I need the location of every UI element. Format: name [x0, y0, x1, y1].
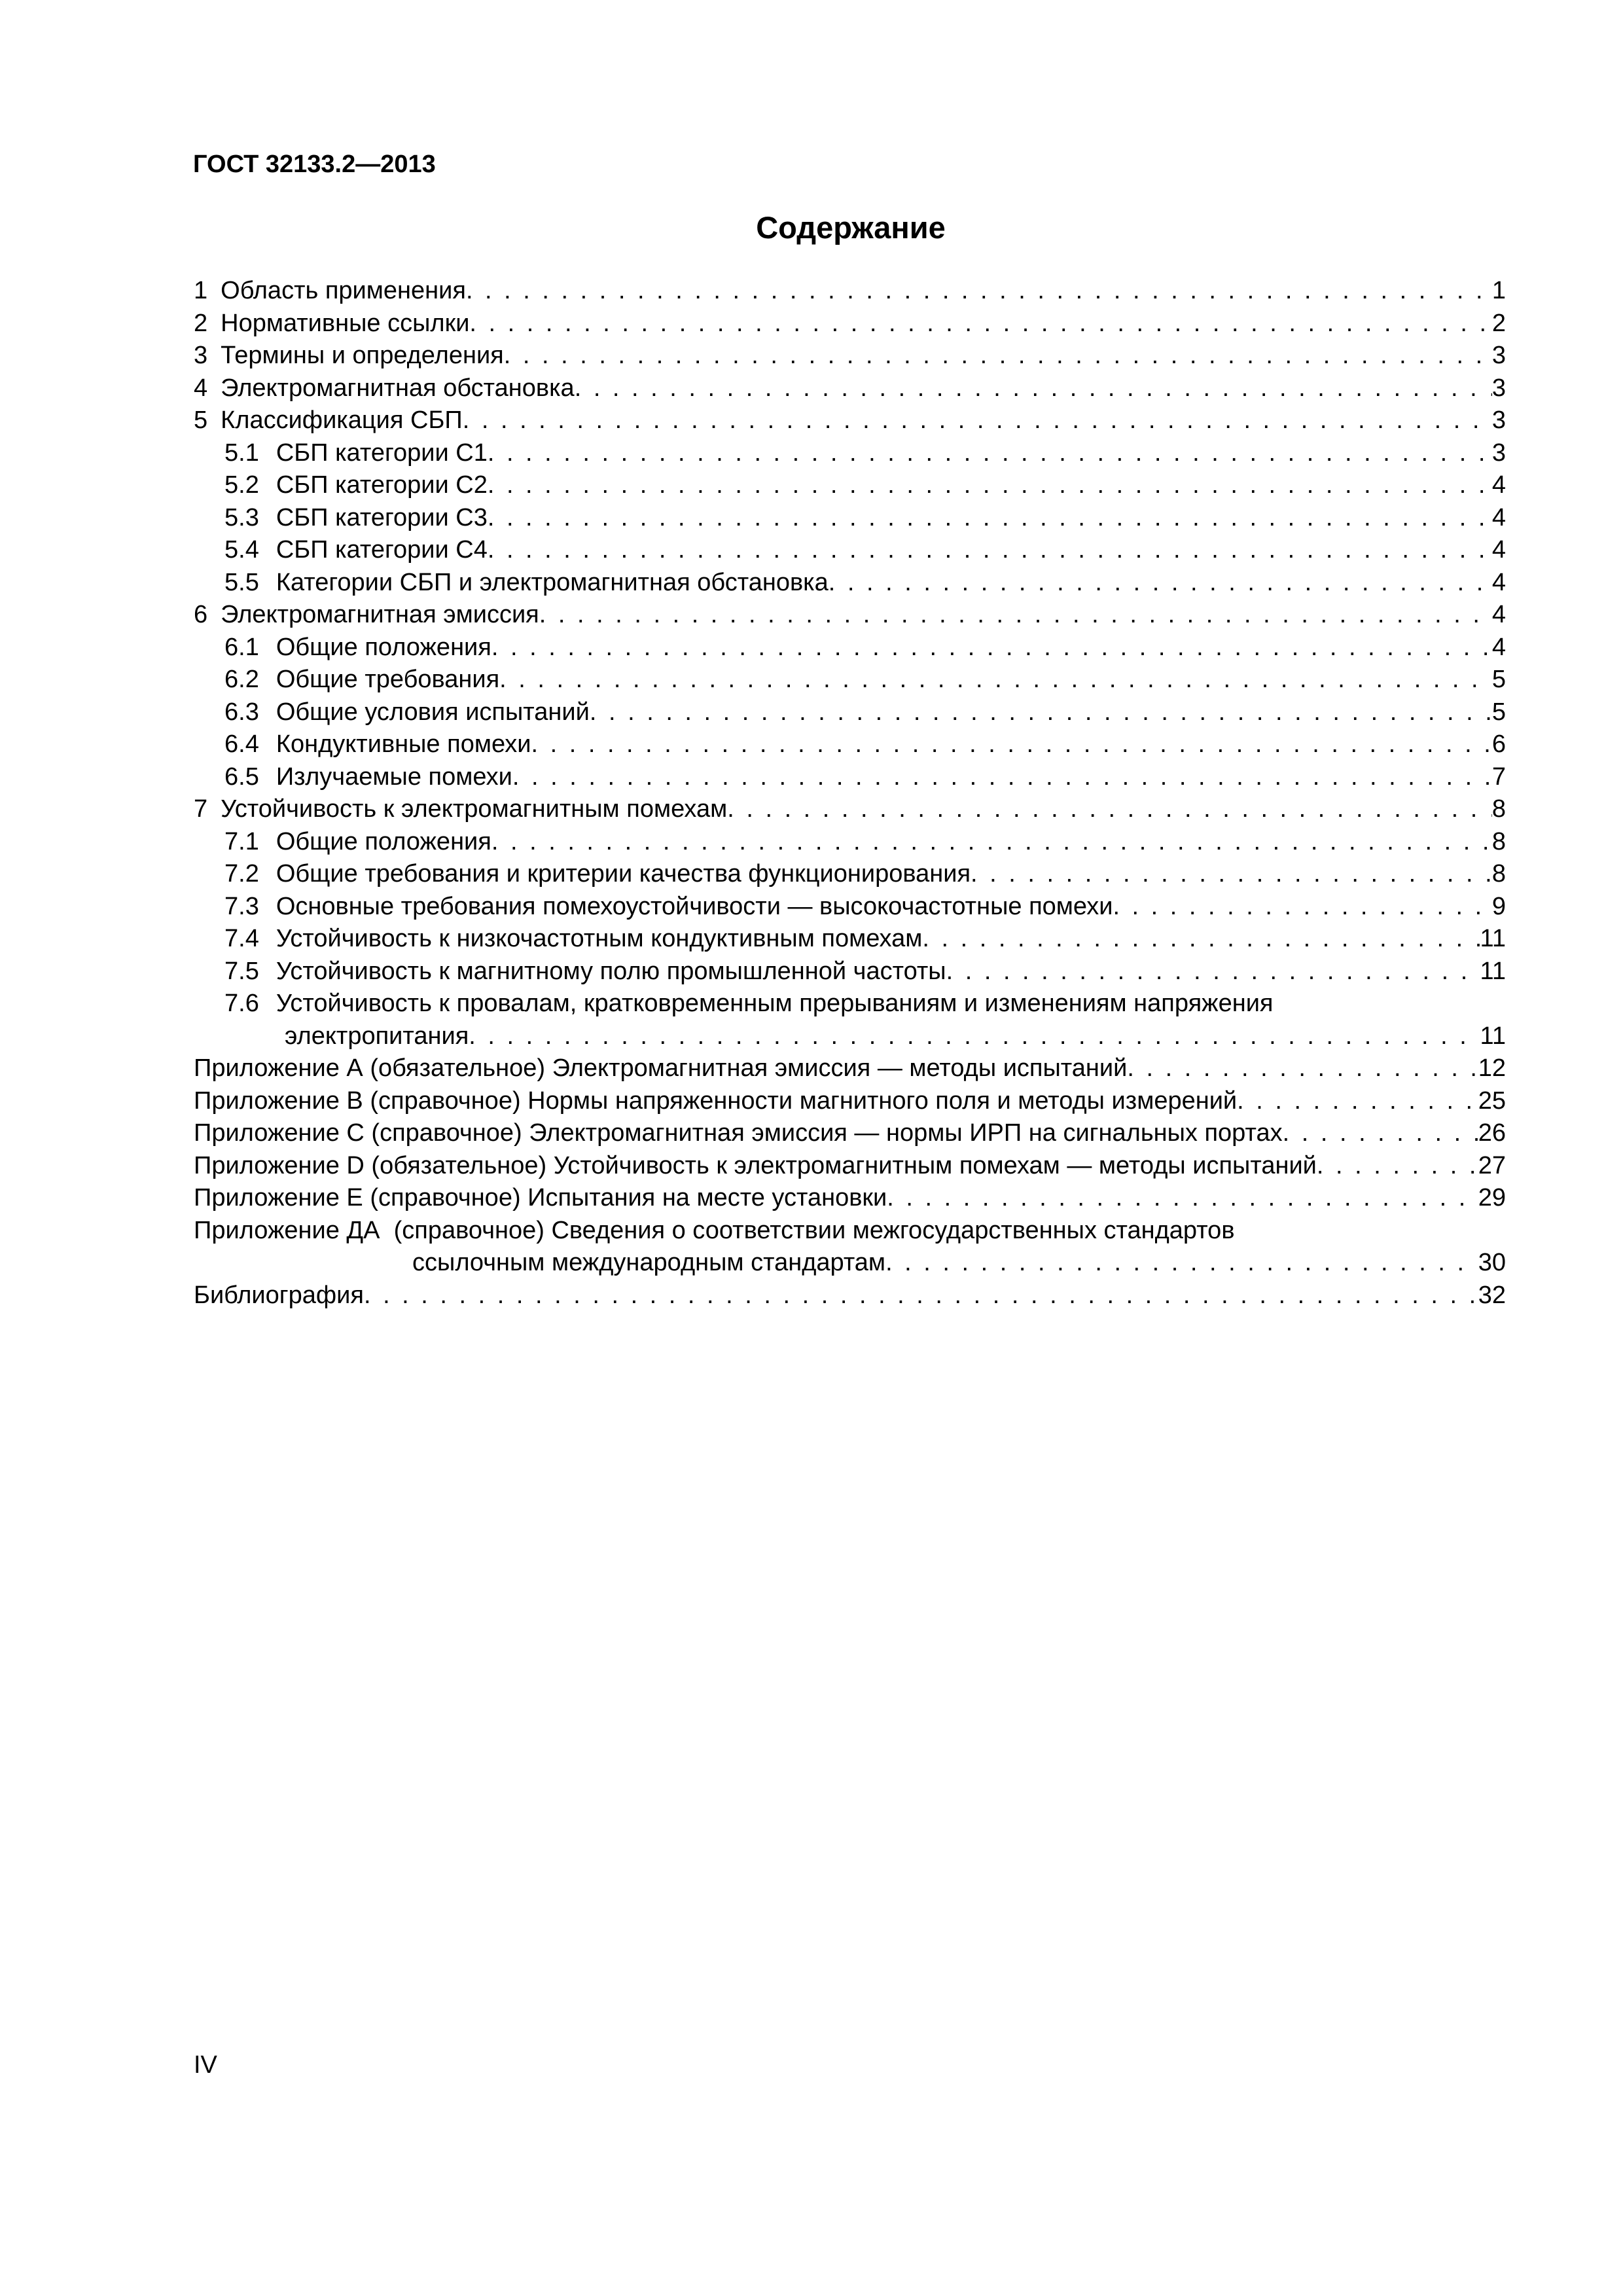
toc-entry-number: 7.3 — [224, 892, 259, 920]
toc-entry-5-3[interactable] — [194, 502, 1506, 535]
toc-entry-page: 4 — [1491, 601, 1506, 628]
toc-entry-label: Приложение ДА (справочное) Сведения о соответствии межгосударственных стандартов — [194, 1216, 1235, 1244]
toc-entry-2[interactable] — [194, 308, 1506, 340]
toc-entry-label: Устойчивость к электромагнитным помехам — [221, 795, 728, 823]
toc-entry-label: Излучаемые помехи — [276, 762, 512, 791]
dot-leader — [1317, 1150, 1478, 1183]
toc-entry-5-2[interactable] — [194, 469, 1506, 502]
toc-entry-4[interactable] — [194, 372, 1506, 405]
toc-entry-page: 11 — [1480, 1022, 1506, 1050]
toc-entry-label: Классификация СБП — [221, 406, 463, 434]
toc-title: Содержание — [756, 210, 946, 245]
toc-entry-label: Приложение А (обязательное) Электромагнитная эмиссия — методы испытаний — [194, 1054, 1128, 1082]
toc-entry-6-2[interactable] — [194, 664, 1506, 696]
dot-leader — [946, 956, 1480, 988]
toc-entry-label: Общие требования и критерии качества функционирования — [276, 860, 971, 888]
toc-entry-page: 1 — [1491, 277, 1506, 304]
dot-leader — [971, 858, 1492, 891]
toc-entry-label: Нормативные ссылки — [221, 309, 470, 337]
toc-entry-5-1[interactable] — [194, 437, 1506, 470]
dot-leader — [488, 437, 1492, 470]
dot-leader — [590, 696, 1492, 729]
table-of-contents — [194, 275, 1506, 1312]
toc-entry-number: 5.4 — [224, 536, 259, 564]
toc-entry-label: СБП категории С2 — [276, 471, 488, 499]
toc-entry-label: СБП категории С3 — [276, 503, 488, 531]
toc-entry-appendix-c[interactable] — [194, 1117, 1506, 1150]
toc-entry-appendix-b[interactable] — [194, 1085, 1506, 1118]
toc-entry-appendix-da[interactable] — [194, 1215, 1506, 1247]
toc-entry-label: Основные требования помехоустойчивости — высокочастотные помехи — [276, 892, 1113, 920]
toc-entry-number: 6.3 — [224, 698, 259, 726]
toc-entry-label: Категории СБП и электромагнитная обстановка — [276, 568, 829, 596]
dot-leader — [1237, 1085, 1478, 1118]
dot-leader — [488, 502, 1492, 535]
toc-entry-page: 4 — [1491, 536, 1506, 564]
toc-entry-number: 5.1 — [224, 439, 259, 467]
toc-entry-number: 2 — [194, 309, 208, 337]
toc-entry-page: 3 — [1491, 406, 1506, 434]
toc-entry-page: 4 — [1491, 471, 1506, 499]
toc-entry-label: Приложение Е (справочное) Испытания на месте установки — [194, 1184, 887, 1211]
toc-entry-7-1[interactable] — [194, 826, 1506, 859]
toc-entry-7-4[interactable] — [194, 923, 1506, 956]
dot-leader — [491, 826, 1492, 859]
dot-leader — [466, 275, 1492, 308]
toc-entry-number: 6.2 — [224, 666, 259, 693]
dot-leader — [504, 340, 1492, 372]
dot-leader — [1127, 1052, 1478, 1085]
toc-entry-label-continuation: электропитания — [285, 1022, 469, 1050]
dot-leader — [922, 923, 1480, 956]
toc-entry-number: 7.6 — [224, 990, 259, 1017]
toc-entry-number: 5 — [194, 406, 208, 434]
toc-entry-6-5[interactable] — [194, 761, 1506, 794]
toc-entry-appendix-d[interactable] — [194, 1150, 1506, 1183]
dot-leader — [488, 534, 1492, 567]
toc-entry-number: 7 — [194, 795, 208, 823]
toc-entry-label: Устойчивость к низкочастотным кондуктивным помехам — [276, 925, 923, 952]
toc-entry-7-6-continuation[interactable] — [194, 1020, 1506, 1053]
toc-entry-page: 27 — [1478, 1151, 1506, 1179]
toc-entry-label: Устойчивость к магнитному полю промышленной частоты — [276, 957, 946, 985]
toc-entry-label: Приложение В (справочное) Нормы напряженности магнитного поля и методы измерений — [194, 1086, 1238, 1115]
toc-entry-page: 5 — [1491, 666, 1506, 693]
toc-entry-number: 6 — [194, 601, 208, 628]
toc-entry-5-5[interactable] — [194, 567, 1506, 600]
dot-leader — [829, 567, 1492, 600]
toc-entry-label: Электромагнитная эмиссия — [221, 601, 539, 628]
toc-entry-page: 32 — [1478, 1281, 1506, 1309]
toc-entry-number: 7.2 — [224, 860, 259, 888]
toc-entry-page: 8 — [1491, 795, 1506, 823]
toc-entry-3[interactable] — [194, 340, 1506, 372]
toc-entry-label: Библиография — [194, 1281, 364, 1309]
toc-entry-7-5[interactable] — [194, 956, 1506, 988]
dot-leader — [1283, 1117, 1478, 1150]
dot-leader — [469, 308, 1491, 340]
toc-entry-7-6[interactable] — [194, 988, 1506, 1020]
toc-entry-label: Общие положения — [276, 633, 491, 661]
toc-entry-page: 7 — [1491, 762, 1506, 791]
dot-leader — [887, 1182, 1478, 1215]
toc-entry-page: 25 — [1478, 1086, 1506, 1115]
toc-entry-page: 4 — [1491, 503, 1506, 531]
toc-entry-number: 7.5 — [224, 957, 259, 985]
dot-leader — [575, 372, 1492, 405]
toc-entry-page: 11 — [1480, 957, 1506, 985]
toc-entry-label-continuation: ссылочным международным стандартам — [412, 1249, 886, 1276]
toc-entry-1[interactable] — [194, 275, 1506, 308]
toc-entry-appendix-a[interactable] — [194, 1052, 1506, 1085]
toc-entry-7[interactable] — [194, 793, 1506, 826]
dot-leader — [469, 1020, 1480, 1053]
toc-entry-number: 1 — [194, 277, 208, 304]
toc-entry-appendix-da-continuation[interactable] — [194, 1247, 1506, 1280]
toc-entry-page: 12 — [1478, 1054, 1506, 1082]
toc-entry-page: 29 — [1478, 1184, 1506, 1211]
toc-entry-label: Область применения — [221, 277, 466, 304]
page-number: IV — [194, 2051, 217, 2079]
toc-entry-5[interactable] — [194, 404, 1506, 437]
document-code: ГОСТ 32133.2—2013 — [193, 151, 436, 178]
dot-leader — [364, 1280, 1478, 1312]
toc-entry-number: 3 — [194, 342, 208, 369]
toc-entry-number: 7.1 — [224, 827, 259, 855]
dot-leader — [491, 632, 1492, 664]
toc-entry-6-3[interactable] — [194, 696, 1506, 729]
toc-entry-page: 26 — [1478, 1119, 1506, 1147]
toc-entry-label: Термины и определения — [221, 342, 504, 369]
toc-entry-appendix-e[interactable] — [194, 1182, 1506, 1215]
toc-entry-label: Общие требования — [276, 666, 500, 693]
toc-entry-page: 8 — [1491, 860, 1506, 888]
toc-entry-label: Электромагнитная обстановка — [221, 374, 575, 402]
toc-entry-6[interactable] — [194, 599, 1506, 632]
toc-entry-number: 5.2 — [224, 471, 259, 499]
toc-entry-page: 6 — [1491, 730, 1506, 758]
toc-entry-number: 5.3 — [224, 503, 259, 531]
toc-entry-7-2[interactable] — [194, 858, 1506, 891]
dot-leader — [531, 728, 1491, 761]
toc-entry-6-4[interactable] — [194, 728, 1506, 761]
toc-entry-page: 11 — [1480, 925, 1506, 952]
toc-entry-label: Общие условия испытаний — [276, 698, 590, 726]
toc-entry-bibliography[interactable] — [194, 1280, 1506, 1312]
dot-leader — [1113, 891, 1491, 924]
toc-entry-page: 3 — [1491, 439, 1506, 467]
dot-leader — [488, 469, 1492, 502]
toc-entry-label: СБП категории С1 — [276, 439, 488, 467]
toc-entry-7-3[interactable] — [194, 891, 1506, 924]
toc-entry-label: Приложение D (обязательное) Устойчивость к электромагнитным помехам — методы испытаний — [194, 1151, 1317, 1179]
dot-leader — [463, 404, 1492, 437]
dot-leader — [885, 1247, 1478, 1280]
toc-entry-number: 6.1 — [224, 633, 259, 661]
toc-entry-label: Общие положения — [276, 827, 491, 855]
toc-entry-page: 9 — [1491, 892, 1506, 920]
toc-entry-page: 5 — [1491, 698, 1506, 726]
toc-entry-number: 4 — [194, 374, 208, 402]
toc-entry-page: 4 — [1491, 568, 1506, 596]
dot-leader — [539, 599, 1492, 632]
toc-entry-label: Приложение С (справочное) Электромагнитная эмиссия — нормы ИРП на сигнальных портах — [194, 1119, 1283, 1147]
toc-entry-page: 3 — [1491, 342, 1506, 369]
dot-leader — [727, 793, 1492, 826]
toc-entry-page: 8 — [1491, 827, 1506, 855]
dot-leader — [499, 664, 1492, 696]
toc-entry-page: 4 — [1491, 633, 1506, 661]
toc-entry-number: 6.5 — [224, 762, 259, 791]
toc-entry-label: Устойчивость к провалам, кратковременным прерываниям и изменениям напряжения — [276, 990, 1274, 1017]
toc-entry-6-1[interactable] — [194, 632, 1506, 664]
toc-entry-number: 6.4 — [224, 730, 259, 758]
toc-entry-page: 30 — [1478, 1249, 1506, 1276]
toc-entry-page: 3 — [1491, 374, 1506, 402]
toc-entry-label: Кондуктивные помехи — [276, 730, 531, 758]
toc-entry-number: 5.5 — [224, 568, 259, 596]
toc-entry-5-4[interactable] — [194, 534, 1506, 567]
toc-entry-number: 7.4 — [224, 925, 259, 952]
dot-leader — [512, 761, 1492, 794]
toc-entry-label: СБП категории С4 — [276, 536, 488, 564]
toc-entry-page: 2 — [1491, 309, 1506, 337]
